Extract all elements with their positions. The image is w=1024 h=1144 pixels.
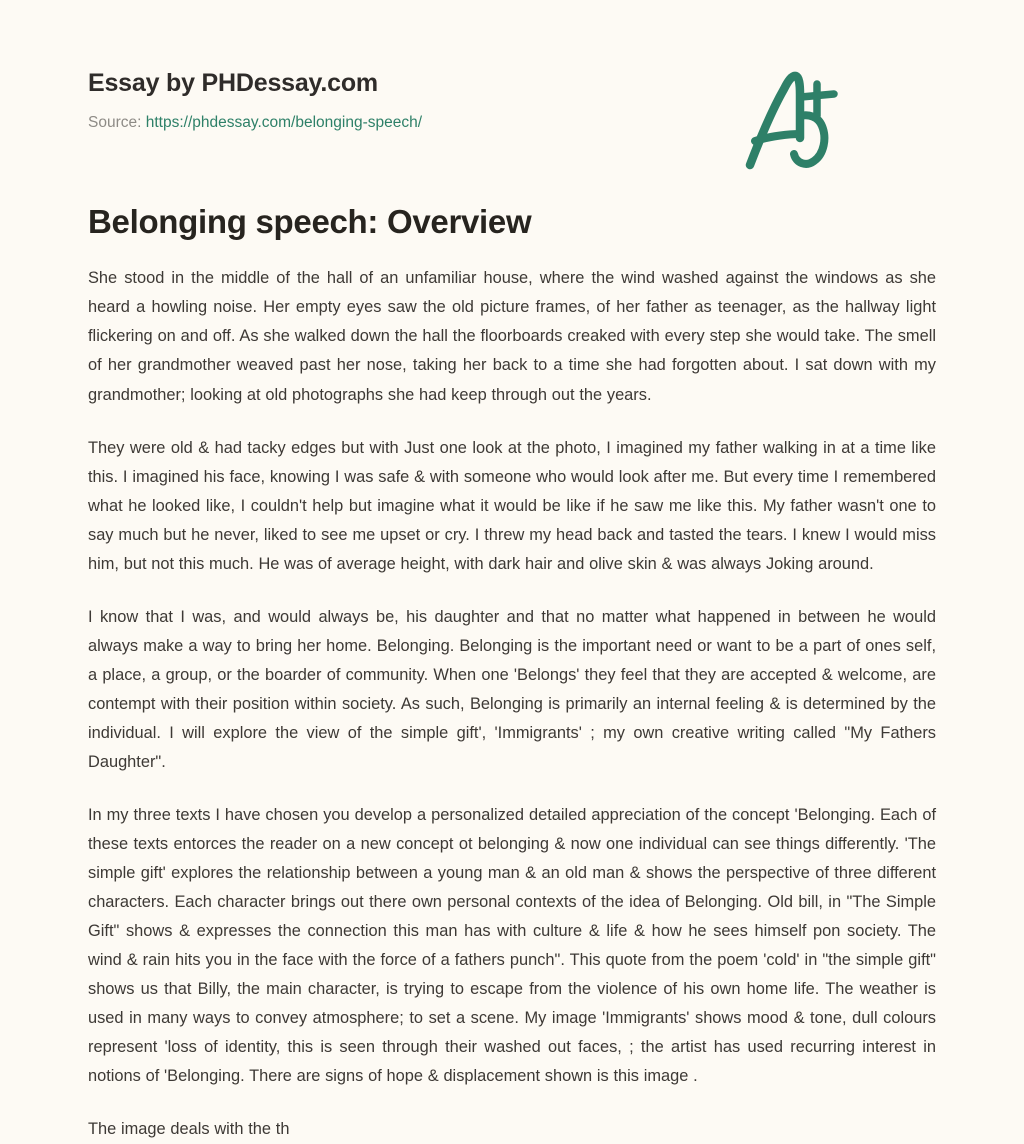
article-title: Belonging speech: Overview bbox=[88, 203, 532, 241]
brand-title: Essay by PHDessay.com bbox=[88, 69, 378, 97]
a-plus-logo-icon bbox=[738, 64, 858, 174]
page-header bbox=[88, 0, 936, 133]
source-url-link[interactable]: https://phdessay.com/belonging-speech/ bbox=[145, 114, 423, 131]
paragraph: I know that I was, and would always be, his daughter and that no matter what happened in between he would always make a way to bring her home. Belonging. Belonging is the important need or want to be a part of ones self, a place, a group, or the boarder of community. When one 'Belongs' they feel that they are accepted & welcome, are contempt with their position within society. As such, Belonging is primarily an internal feeling & is determined by the individual. I will explore the view of the simple gift', 'Immigrants' ; my own creative writing called "My Fathers Daughter". bbox=[88, 607, 936, 771]
paragraph: In my three texts I have chosen you develop a personalized detailed appreciation of the concept 'Belonging. Each of these texts entorces the reader on a new concept ot belonging & now one individual can see things differently. 'The simple gift' explores the relationship between a young man & an old man & shows the perspective of three different characters. Each character brings out there own personal contexts of the idea of Belonging. Old bill, in "The Simple Gift" shows & expresses the connection this man has with culture & life & how he sees himself pon society. The wind & rain hits you in the face with the force of a fathers punch". This quote from the poem 'cold' in "the simple gift" shows us that Billy, the main character, is trying to escape from the violence of his own home life. The weather is used in many ways to convey atmosphere; to set a scene. My image 'Immigrants' shows mood & tone, dull colours represent 'loss of identity, this is seen through their washed out faces, ; the artist has used recurring interest in notions of 'Belonging. There are signs of hope & displacement shown is this image . bbox=[88, 805, 936, 1086]
article-body bbox=[88, 242, 936, 1144]
paragraph-truncated: The image deals with the th bbox=[88, 1120, 290, 1139]
source-label: Source: bbox=[88, 114, 142, 131]
paragraph: They were old & had tacky edges but with Just one look at the photo, I imagined my father walking in at a time like this. I imagined his face, knowing I was safe & with someone who would look after me. But every time I remembered what he looked like, I couldn't help but imagine what it would be like if he saw me like this. My father wasn't one to say much but he never, liked to see me upset or cry. I threw my head back and tasted the tears. I knew I would miss him, but not this much. He was of average height, with dark hair and olive skin & was always Joking around. bbox=[88, 438, 936, 573]
paragraph: She stood in the middle of the hall of an unfamiliar house, where the wind washed against the windows as she heard a howling noise. Her empty eyes saw the old picture frames, of her father as teenager, as the hallway light flickering on and off. As she walked down the hall the floorboards creaked with every step she would take. The smell of her grandmother weaved past her nose, taking her back to a time she had forgotten about. I sat down with my grandmother; looking at old photographs she had keep through out the years. bbox=[88, 269, 936, 404]
